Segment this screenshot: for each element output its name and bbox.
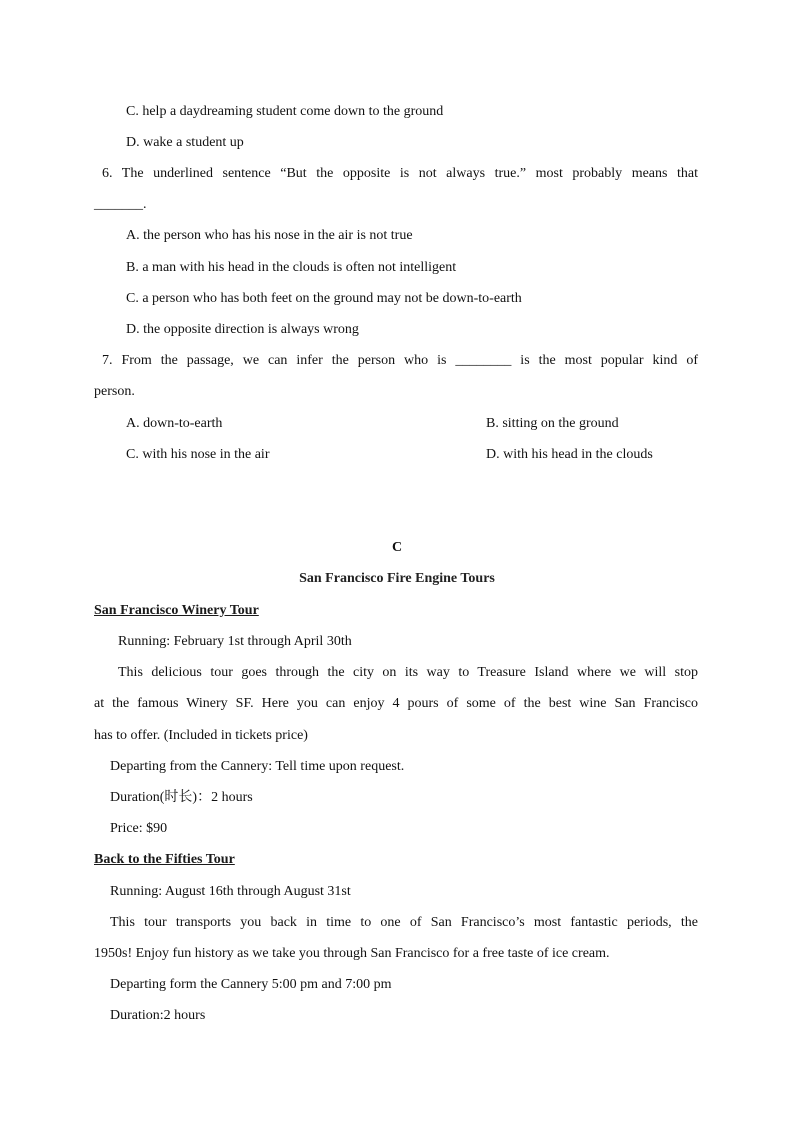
q6-option-b: B. a man with his head in the clouds is often not intelligent	[126, 260, 457, 275]
tour1-desc-2-text: at the famous Winery SF. Here you can enjoy 4 pours of some of the best wine San Francisco	[94, 696, 698, 711]
tour2-running: Running: August 16th through August 31st	[110, 884, 351, 899]
section-letter: C	[391, 540, 403, 555]
tour1-desc-1	[118, 664, 698, 682]
tour2-desc-2: 1950s! Enjoy fun history as we take you through San Francisco for a free taste of ice cream.	[94, 946, 610, 961]
q7-stem	[102, 352, 698, 370]
q7-option-a: A. down-to-earth	[126, 416, 223, 431]
tour2-duration: Duration:2 hours	[110, 1008, 206, 1023]
q6-option-c: C. a person who has both feet on the ground may not be down-to-earth	[126, 291, 522, 306]
tour1-departing: Departing from the Cannery: Tell time upon request.	[110, 759, 405, 774]
tour1-desc-1-text: This delicious tour goes through the city on its way to Treasure Island where we will stop	[118, 665, 698, 680]
tour2-heading: Back to the Fifties Tour	[94, 852, 235, 867]
q7-option-b: B. sitting on the ground	[486, 416, 619, 431]
tour2-desc-1	[110, 914, 698, 932]
tour1-running: Running: February 1st through April 30th	[118, 634, 352, 649]
q7-stem-end: person.	[94, 384, 135, 399]
q7-option-c: C. with his nose in the air	[126, 447, 270, 462]
q5-option-d: D. wake a student up	[126, 135, 244, 150]
q6-option-a: A. the person who has his nose in the air is not true	[126, 228, 413, 243]
tour1-desc-3: has to offer. (Included in tickets price)	[94, 728, 308, 743]
tour2-desc-1-text: This tour transports you back in time to one of San Francisco’s most fantastic periods, the	[110, 915, 698, 930]
q6-stem-text: 6. The underlined sentence “But the opposite is not always true.” most probably means that	[102, 166, 698, 181]
tour1-price: Price: $90	[110, 821, 168, 836]
tour1-desc-2	[94, 695, 698, 713]
q6-option-d: D. the opposite direction is always wrong	[126, 322, 359, 337]
section-title: San Francisco Fire Engine Tours	[299, 571, 495, 586]
q7-stem-text: 7. From the passage, we can infer the person who is ________ is the most popular kind of	[102, 353, 698, 368]
q6-stem	[102, 165, 698, 183]
q7-option-d: D. with his head in the clouds	[486, 447, 653, 462]
q6-blank: _______.	[94, 197, 147, 212]
q5-option-c: C. help a daydreaming student come down to the ground	[126, 104, 444, 119]
tour1-heading: San Francisco Winery Tour	[94, 603, 259, 618]
tour1-duration: Duration(时长)：2 hours	[110, 790, 253, 805]
tour2-departing: Departing form the Cannery 5:00 pm and 7:00 pm	[110, 977, 392, 992]
